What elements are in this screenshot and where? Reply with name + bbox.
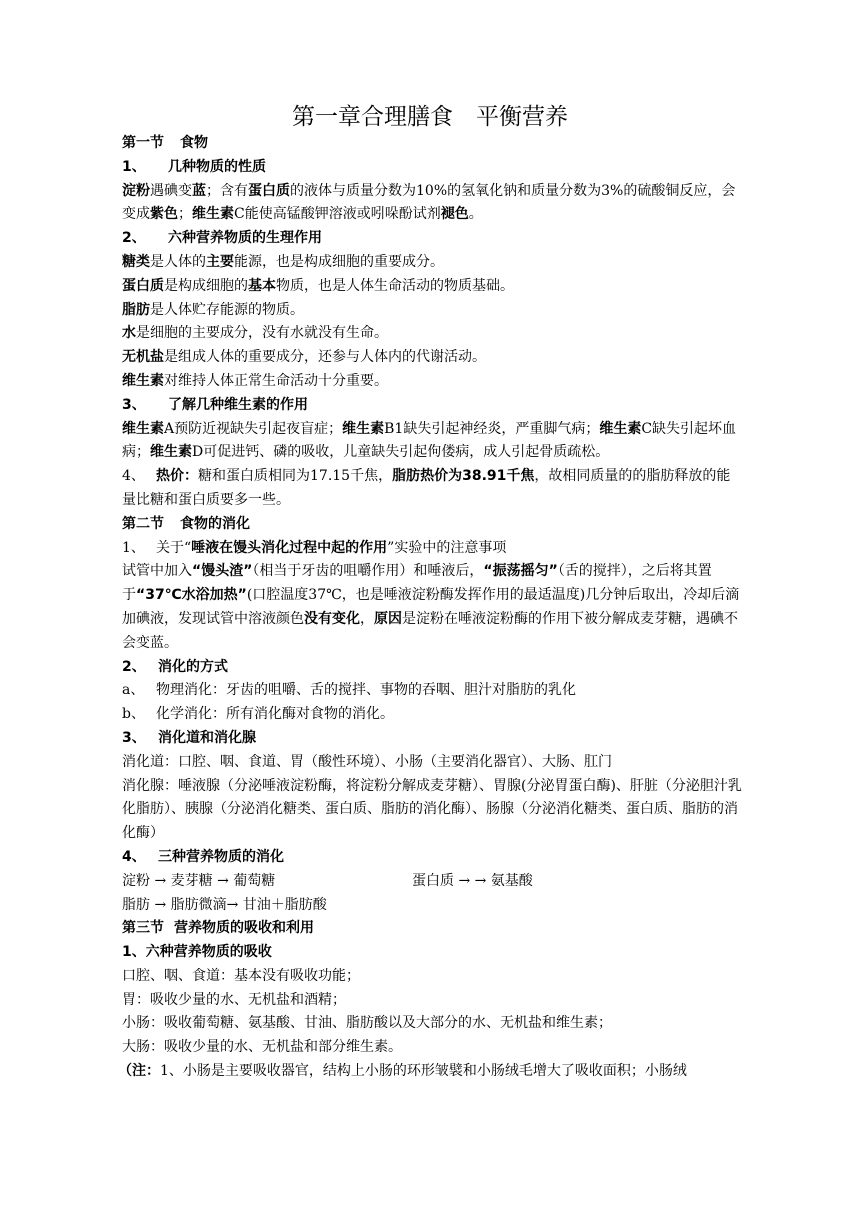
- text: 蛋白质 → → 氨基酸: [412, 872, 533, 889]
- text: ，: [360, 610, 374, 627]
- bold-term: 紫色: [150, 206, 178, 223]
- bold-term: 淀粉: [122, 182, 150, 199]
- text: C能使高锰酸钾溶液或吲哚酚试剂: [234, 206, 441, 223]
- text: 糖和蛋白质相同为17.15千焦，: [198, 468, 393, 485]
- paragraph: [122, 465, 742, 513]
- bold-term: 蓝: [192, 182, 206, 199]
- bold-term: 蛋白质: [248, 182, 290, 199]
- bold-term: 维生素: [122, 420, 164, 437]
- text: 是淀粉在唾液淀粉酶的作用下被分解成麦芽糖，遇碘不会变蓝。: [122, 610, 738, 651]
- text: 1、小肠是主要吸收器官，结构上小肠的环形皱襞和小肠绒毛增大了吸收面积；小肠绒: [160, 1063, 687, 1080]
- item-number: 2、: [122, 658, 146, 675]
- paragraph: [122, 679, 742, 703]
- text: 是组成人体的重要成分，还参与人体内的代谢活动。: [164, 349, 486, 366]
- subheading: [122, 727, 742, 751]
- text: 物质，也是人体生命活动的物质基础。: [276, 277, 514, 294]
- bold-term: 脂肪热价为38.91千焦: [392, 468, 535, 485]
- subheading-text: 消化道和消化腺: [158, 729, 256, 746]
- subheading-text: 消化的方式: [158, 658, 228, 675]
- bold-term: 维生素: [122, 372, 164, 389]
- bold-term: 蛋白质: [122, 277, 164, 294]
- subheading: 1、六种营养物质的吸收: [122, 944, 272, 961]
- bold-term: 无机盐: [122, 349, 164, 366]
- bold-term: 主要: [206, 253, 234, 270]
- section-heading: [122, 132, 742, 156]
- bold-term: 唾液在馒头消化过程中起的作用: [191, 539, 388, 556]
- section-name: 食物的消化: [180, 515, 250, 532]
- bold-term: 脂肪: [122, 301, 150, 318]
- section-label: 第三节: [122, 920, 164, 937]
- item-number: b、: [122, 706, 145, 723]
- paragraph: 胃：吸收少量的水、无机盐和酒精；: [122, 991, 346, 1008]
- page-title: 第一章合理膳食 平衡营养: [292, 104, 568, 130]
- section-heading: [122, 917, 742, 941]
- item-number: a、: [122, 682, 145, 699]
- item-number: 1、: [122, 158, 146, 175]
- text: ，故相同质量的的脂肪释放的能量比糖和蛋白质要多一些。: [122, 468, 731, 508]
- item-number: 3、: [122, 729, 146, 746]
- subheading: [122, 846, 742, 870]
- paragraph: [122, 322, 742, 346]
- text: ”实验中的注意事项: [387, 539, 507, 556]
- paragraph: [122, 537, 742, 561]
- item-number: 4、: [122, 848, 146, 865]
- paragraph: [122, 275, 742, 299]
- paragraph: [122, 299, 742, 323]
- text: C缺失引起坏血病；: [122, 420, 737, 461]
- text: 试管中加入: [122, 563, 192, 580]
- text: 对维持人体正常生命活动十分重要。: [164, 372, 388, 389]
- paragraph: [122, 703, 742, 727]
- bold-term: 原因: [374, 610, 402, 627]
- subheading-text: 三种营养物质的消化: [158, 848, 284, 865]
- subheading: [122, 156, 742, 180]
- text: 能源，也是构成细胞的重要成分。: [234, 253, 444, 270]
- paragraph: [122, 251, 742, 275]
- bold-term: 糖类: [122, 253, 150, 270]
- paragraph: [122, 870, 742, 894]
- paragraph: 大肠：吸收少量的水、无机盐和部分维生素。: [122, 1039, 402, 1056]
- text: (口腔温度37℃，也是唾液淀粉酶发挥作用的最适温度)几分钟后取出，冷却后滴加碘液，发现试管中溶液颜色: [122, 587, 740, 627]
- text: 。: [468, 206, 483, 223]
- text: （舌的搅拌），之后将其置于: [122, 563, 712, 604]
- text: A预防近视缺失引起夜盲症；: [164, 420, 343, 437]
- subheading: [122, 227, 742, 251]
- text: 是细胞的主要成分，没有水就没有生命。: [136, 325, 388, 342]
- bold-term: 没有变化: [304, 610, 360, 627]
- bold-term: “馒头渣”: [192, 563, 253, 580]
- paragraph: 口腔、咽、食道：基本没有吸收功能；: [122, 967, 360, 984]
- bold-term: 热价：: [156, 468, 198, 485]
- text: （相当于牙齿的咀嚼作用）和唾液后，: [252, 563, 484, 580]
- bold-term: 维生素: [150, 444, 192, 461]
- text: D可促进钙、磷的吸收，儿童缺失引起佝偻病，成人引起骨质疏松。: [192, 444, 610, 461]
- text: 是人体的: [150, 253, 206, 270]
- text: ；含有: [206, 182, 248, 199]
- paragraph: 消化腺：唾液腺（分泌唾液淀粉酶，将淀粉分解成麦芽糖）、胃腺(分泌胃蛋白酶)、肝脏（分泌胆汁乳化脂肪）、胰腺（分泌消化糖类、蛋白质、脂肪的消化酶）、肠腺（分泌消化糖类、蛋白质、脂肪的消化酶）: [122, 777, 742, 842]
- text: 是构成细胞的: [164, 277, 248, 294]
- section-label: 第二节: [122, 515, 164, 532]
- item-number: 4、: [122, 468, 145, 485]
- paragraph: [118, 1060, 742, 1084]
- text: 物理消化：牙齿的咀嚼、舌的搅拌、事物的吞咽、胆汁对脂肪的乳化: [156, 682, 576, 699]
- bold-term: 基本: [248, 277, 276, 294]
- item-number: 1、: [122, 539, 145, 556]
- bold-term: 维生素: [192, 206, 234, 223]
- text: 是人体贮存能源的物质。: [150, 301, 304, 318]
- paragraph: [122, 346, 742, 370]
- bold-term: “37℃水浴加热”: [136, 587, 247, 604]
- bold-term: 褪色: [440, 206, 469, 223]
- document-body: [118, 132, 742, 1084]
- text: 淀粉 → 麦芽糖 → 葡萄糖: [122, 872, 276, 889]
- section-name: 食物: [180, 135, 208, 151]
- subheading: [122, 394, 742, 418]
- paragraph: 小肠：吸收葡萄糖、氨基酸、甘油、脂肪酸以及大部分的水、无机盐和维生素；: [122, 1015, 612, 1032]
- subheading-text: 几种物质的性质: [168, 158, 266, 175]
- item-number: 2、: [122, 230, 146, 247]
- text: ；: [178, 206, 192, 223]
- paragraph: 消化道：口腔、咽、食道、胃（酸性环境）、小肠（主要消化器官）、大肠、肛门: [122, 753, 612, 770]
- bold-term: 维生素: [342, 420, 385, 437]
- text: B1缺失引起神经炎，严重脚气病；: [384, 420, 600, 437]
- text: 关于“: [156, 539, 192, 556]
- subheading: [122, 656, 742, 680]
- item-number: 3、: [122, 396, 146, 413]
- paragraph: [122, 370, 742, 394]
- bold-term: 维生素: [599, 420, 642, 437]
- paragraph: [122, 180, 742, 228]
- section-label: 第一节: [122, 135, 164, 151]
- text: 的液体与质量分数为10%的氢氧化钠和质量分数为3%的硫酸铜反应，会变成: [122, 182, 736, 223]
- text: 遇碘变: [150, 182, 192, 199]
- paragraph: [122, 560, 742, 655]
- bold-term: “振荡摇匀”: [483, 563, 558, 580]
- subheading-text: 了解几种维生素的作用: [168, 396, 308, 413]
- subheading-text: 六种营养物质的生理作用: [168, 230, 322, 247]
- bold-term: （注：: [118, 1063, 160, 1080]
- paragraph: [122, 418, 742, 466]
- paragraph: 脂肪 → 脂肪微滴→ 甘油＋脂肪酸: [122, 896, 327, 913]
- text: 化学消化：所有消化酶对食物的消化。: [156, 706, 394, 723]
- section-name: 营养物质的吸收和利用: [174, 920, 314, 937]
- bold-term: 水: [122, 325, 136, 342]
- section-heading: [122, 513, 742, 537]
